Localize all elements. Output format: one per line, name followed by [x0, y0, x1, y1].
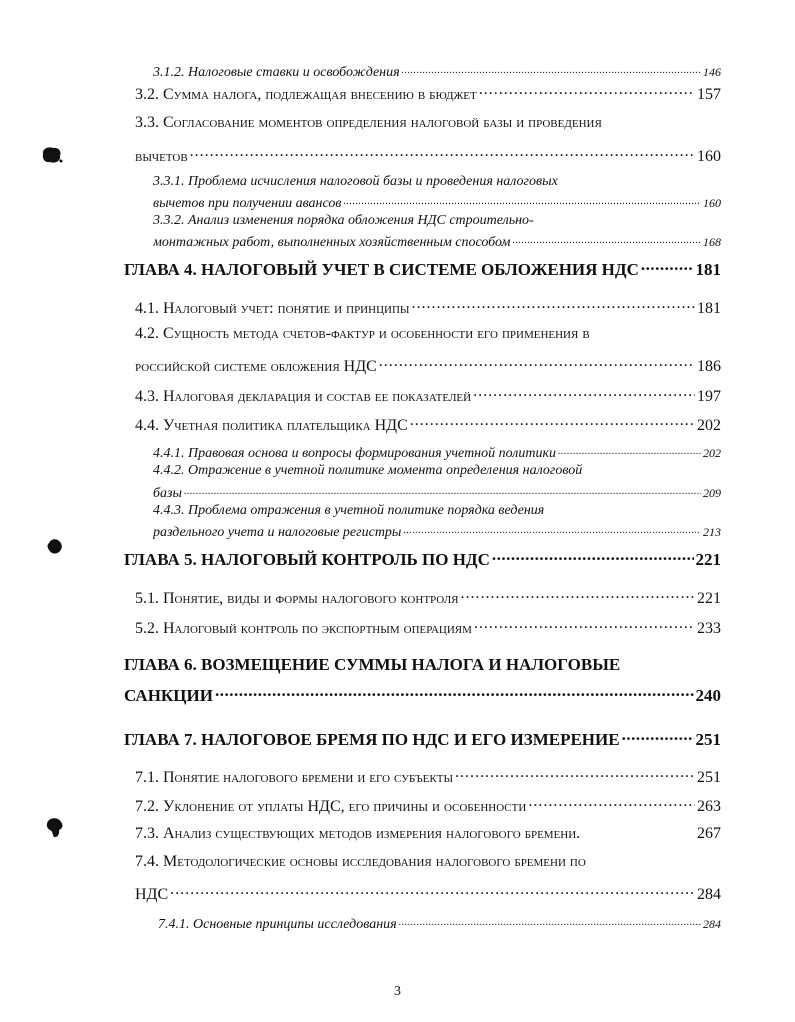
- toc-entry-label: 4.4. Учетная политика плательщика НДС: [135, 417, 408, 434]
- toc-entry-page: 251: [697, 769, 721, 786]
- toc-entry: [135, 825, 721, 843]
- toc-entry-page: 263: [697, 798, 721, 815]
- toc-entry-page: 202: [697, 417, 721, 434]
- toc-entry: [153, 232, 721, 251]
- chapter-heading: [124, 684, 721, 706]
- ink-blot-icon: [40, 145, 64, 165]
- toc-entry-label: 7.4.1. Основные принципы исследования: [158, 917, 397, 932]
- toc-entry: [135, 355, 721, 376]
- toc-entry-line: 3.3.1. Проблема исчисления налоговой базы и проведения налоговых: [153, 174, 558, 189]
- ink-blot-icon: [45, 537, 65, 557]
- toc-entry-label: 4.3. Налоговая декларация и состав ее показателей: [135, 388, 472, 405]
- toc-entry-page: 160: [703, 196, 721, 210]
- dot-leader: [190, 145, 695, 161]
- toc-entry-page: 267: [697, 825, 721, 842]
- toc-entry-label: 4.1. Налоговый учет: понятие и принципы: [135, 300, 410, 317]
- dot-leader: [479, 83, 695, 99]
- dot-leader: [473, 385, 695, 401]
- toc-entry-line: 4.2. Сущность метода счетов-фактур и особенности его применения в: [135, 325, 590, 342]
- toc-entry-label: вычетов: [135, 148, 188, 165]
- chapter-heading: [124, 258, 721, 280]
- toc-entry-label: монтажных работ, выполненных хозяйственным способом: [153, 235, 511, 250]
- dot-leader: [641, 258, 694, 275]
- toc-entry: [135, 145, 721, 166]
- dot-leader: [184, 483, 701, 497]
- dot-leader: [455, 766, 695, 782]
- chapter-title: ГЛАВА 4. НАЛОГОВЫЙ УЧЕТ В СИСТЕМЕ ОБЛОЖЕНИЯ НДС: [124, 260, 639, 279]
- chapter-heading-line: ГЛАВА 6. ВОЗМЕЩЕНИЕ СУММЫ НАЛОГА И НАЛОГОВЫЕ: [124, 655, 621, 674]
- toc-entry-label: 7.2. Уклонение от уплаты НДС, его причины и особенности: [135, 798, 527, 815]
- toc-entry-line: 4.4.2. Отражение в учетной политике момента определения налоговой: [153, 463, 583, 478]
- toc-entry: [153, 483, 721, 502]
- toc-entry-page: 221: [697, 590, 721, 607]
- chapter-title: ГЛАВА 5. НАЛОГОВЫЙ КОНТРОЛЬ ПО НДС: [124, 550, 490, 569]
- chapter-page: 240: [695, 686, 721, 705]
- toc-entry: [135, 617, 721, 638]
- toc-entry-label: базы: [153, 486, 182, 501]
- chapter-page: 221: [695, 550, 721, 569]
- toc-entry-page: 146: [703, 65, 721, 79]
- toc-entry: [135, 883, 721, 904]
- dot-leader: [379, 355, 695, 371]
- dot-leader: [410, 414, 695, 430]
- toc-entry-label: 7.3. Анализ существующих методов измерения налогового бремени.: [135, 825, 581, 842]
- dot-leader: [399, 914, 701, 928]
- toc-entry: [135, 414, 721, 435]
- dot-leader: [412, 297, 696, 313]
- dot-leader: [622, 728, 694, 745]
- toc-entry: [135, 297, 721, 318]
- toc-entry-page: 209: [703, 486, 721, 500]
- toc-entry-label: 5.2. Налоговый контроль по экспортным операциям: [135, 620, 472, 637]
- dot-leader: [170, 883, 695, 899]
- toc-entry-page: 233: [697, 620, 721, 637]
- toc-entry-line: 4.4.3. Проблема отражения в учетной политике порядка ведения: [153, 503, 545, 518]
- toc-entry-label: 3.2. Сумма налога, подлежащая внесению в бюджет: [135, 86, 477, 103]
- toc-entry-line: 7.4. Методологические основы исследования налогового бремени по: [135, 853, 586, 870]
- toc-entry-label: 3.1.2. Налоговые ставки и освобождения: [153, 65, 400, 80]
- chapter-title: САНКЦИИ: [124, 686, 213, 705]
- chapter-page: 181: [695, 260, 721, 279]
- dot-leader: [215, 684, 694, 701]
- dot-leader: [558, 443, 701, 457]
- dot-leader: [474, 617, 695, 633]
- toc-entry: [135, 83, 721, 104]
- toc-entry: [135, 795, 721, 816]
- toc-entry-page: 213: [703, 525, 721, 539]
- toc-entry-page: 284: [697, 886, 721, 903]
- dot-leader: [492, 548, 694, 565]
- toc-entry-page: 197: [697, 388, 721, 405]
- dot-leader: [461, 587, 696, 603]
- toc-entry-page: 186: [697, 358, 721, 375]
- toc-entry-label: 7.1. Понятие налогового бремени и его субъекты: [135, 769, 454, 786]
- toc-entry: [135, 385, 721, 406]
- dot-leader: [512, 232, 701, 246]
- toc-entry-label: российской системе обложения НДС: [135, 358, 377, 375]
- toc-entry-page: 157: [697, 86, 721, 103]
- chapter-page: 251: [695, 730, 721, 749]
- toc-entry-line: 3.3.2. Анализ изменения порядка обложения НДС строительно-: [153, 213, 534, 228]
- toc-entry-label: вычетов при получении авансов: [153, 196, 342, 211]
- toc-entry-label: раздельного учета и налоговые регистры: [153, 525, 402, 540]
- toc-entry-line: 3.3. Согласование моментов определения налоговой базы и проведения: [135, 114, 602, 131]
- toc-entry-page: 202: [703, 446, 721, 460]
- toc-entry-page: 181: [697, 300, 721, 317]
- toc-entry-page: 284: [703, 917, 721, 931]
- toc-entry: [135, 766, 721, 787]
- dot-leader: [528, 795, 695, 811]
- toc-entry: [158, 914, 721, 933]
- chapter-title: ГЛАВА 7. НАЛОГОВОЕ БРЕМЯ ПО НДС И ЕГО ИЗМЕРЕНИЕ: [124, 730, 620, 749]
- ink-blot-icon: [44, 816, 66, 840]
- toc-entry: [153, 62, 721, 81]
- dot-leader: [403, 522, 701, 536]
- chapter-heading: [124, 548, 721, 570]
- toc-entry: [153, 443, 721, 462]
- page-number: 3: [394, 984, 401, 999]
- toc-entry: [135, 587, 721, 608]
- dot-leader: [402, 62, 701, 76]
- toc-entry: [153, 522, 721, 541]
- chapter-heading: [124, 728, 721, 750]
- toc-entry-label: 4.4.1. Правовая основа и вопросы формирования учетной политики: [153, 446, 557, 461]
- dot-leader: [343, 193, 701, 207]
- toc-entry-label: 5.1. Понятие, виды и формы налогового контроля: [135, 590, 459, 607]
- toc-entry: [153, 193, 721, 212]
- toc-entry-label: НДС: [135, 886, 169, 903]
- toc-entry-page: 160: [697, 148, 721, 165]
- toc-entry-page: 168: [703, 235, 721, 249]
